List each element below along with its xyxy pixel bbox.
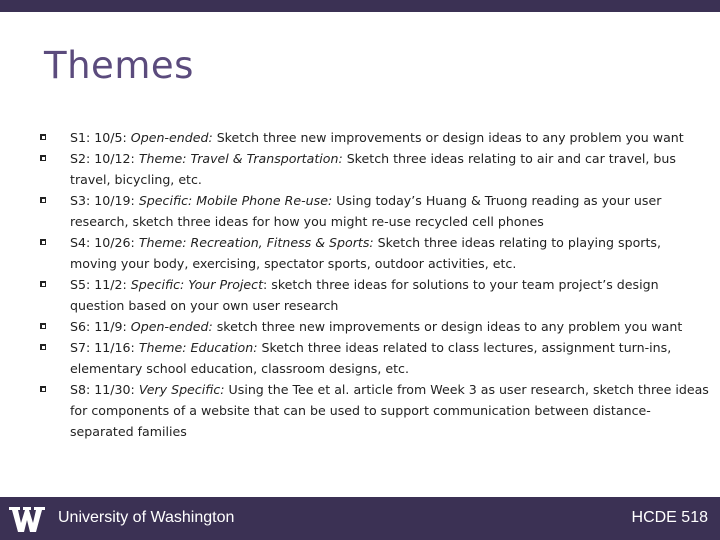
item-description: : sketch three ideas for solutions to your team project’s design question based on your own user research [70,277,659,313]
item-description: Sketch three ideas relating to air and car travel, bus travel, bicycling, etc. [70,151,676,187]
item-label: S8: 11/30: [70,382,135,397]
item-description: Using the Tee et al. article from Week 3 as user research, sketch three ideas for components of a website that can be used to support communication between distance-separated families [70,382,709,439]
item-description: Using today’s Huang & Truong reading as your user research, sketch three ideas for how you might re-use recycled cell phones [70,193,662,229]
bullet-icon [40,155,46,161]
item-theme: Specific: Mobile Phone Re-use: [138,193,333,208]
top-bar [0,0,720,12]
item-theme: Specific: Your Project [130,277,264,292]
list-item [40,190,710,232]
item-label: S7: 11/16: [70,340,135,355]
item-description: Sketch three new improvements or design ideas to any problem you want [212,130,684,145]
bullet-icon [40,197,46,203]
list-item [40,379,710,442]
list-item [40,232,710,274]
uw-logo-icon [9,505,45,533]
item-description: sketch three new improvements or design ideas to any problem you want [212,319,683,334]
bullet-icon [40,239,46,245]
list-item [40,274,710,316]
item-label: S1: 10/5: [70,130,127,145]
item-label: S3: 10/19: [70,193,135,208]
list-item [40,337,710,379]
item-theme: Very Specific: [138,382,225,397]
item-label: S4: 10/26: [70,235,135,250]
item-label: S6: 11/9: [70,319,127,334]
list-item [40,127,710,148]
item-description: Sketch three ideas relating to playing sports, moving your body, exercising, spectator sports, outdoor activities, etc. [70,235,661,271]
item-theme: Theme: Recreation, Fitness & Sports: [138,235,374,250]
bullet-icon [40,344,46,350]
item-label: S2: 10/12: [70,151,135,166]
course-code: HCDE 518 [631,509,708,526]
footer-bar [0,497,720,540]
item-theme: Open-ended: [130,319,213,334]
item-label: S5: 11/2: [70,277,127,292]
item-theme: Theme: Travel & Transportation: [138,151,343,166]
bullet-icon [40,281,46,287]
item-theme: Theme: Education: [138,340,258,355]
list-item [40,148,710,190]
bullet-icon [40,134,46,140]
item-theme: Open-ended: [130,130,213,145]
theme-list [40,127,710,442]
slide-title: Themes [44,44,194,87]
bullet-icon [40,323,46,329]
item-description: Sketch three ideas related to class lectures, assignment turn-ins, elementary school education, classroom designs, etc. [70,340,672,376]
bullet-icon [40,386,46,392]
list-item [40,316,710,337]
university-name: University of Washington [58,509,235,526]
